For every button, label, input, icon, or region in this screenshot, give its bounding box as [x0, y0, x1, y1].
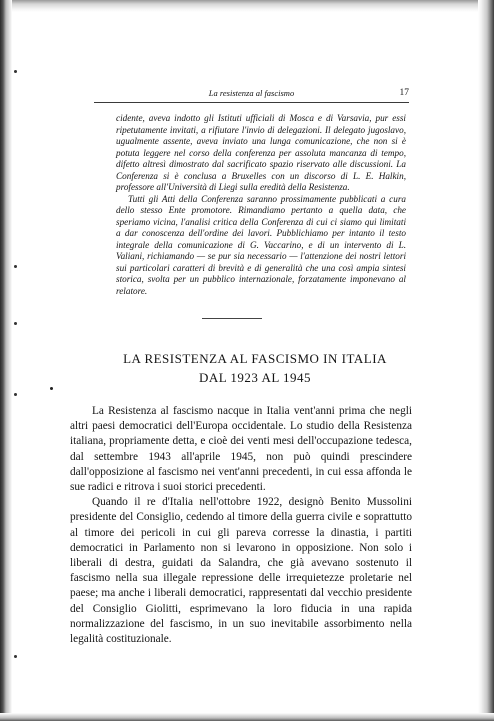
section-heading [70, 349, 440, 387]
italic-paragraph: cidente, aveva indotto gli Istituti ufficiali di Mosca e di Varsavia, pur essi ripetutamente invitati, a rifiutare l'invio di delegazioni. Il delegato jugoslavo, ugualmente assente, aveva inviato una lunga comunicazione, che non si è potuta leggere nel corso della conferenza per assoluta mancanza di tempo, difetto altresì dimostrato dal sacrificato spazio riservato alle discussioni. La Conferenza si è conclusa a Bruxelles con un discorso di L. E. Halkin, professore all'Università di Liegi sulla eredità della Resistenza. [116, 113, 406, 192]
section-divider [202, 318, 262, 319]
scan-edge-right [478, 0, 494, 721]
margin-mark [14, 655, 17, 658]
body-paragraph: Quando il re d'Italia nell'ottobre 1922, designò Benito Mussolini presidente del Consiglio, cedendo al timore della guerra civile e soprattutto al timore dei pericoli in cui gli pareva corresse la dinastia, i partiti democratici in Parlamento non si levarono in opposizione. Non solo i liberali di destra, guidati da Salandra, che già avevano sostenuto il fascismo nella sua illegale repressione delle irrequietezze proletarie nel paese; ma anche i liberali democratici, rappresentati dal vecchio presidente del Consiglio Giolitti, esprimevano la loro fiducia in una rapida normalizzazione del fascismo, in un suo inevitabile assorbimento nella legalità costituzionale. [70, 496, 412, 646]
margin-mark [14, 70, 17, 73]
body-paragraph: La Resistenza al fascismo nacque in Italia vent'anni prima che negli altri paesi democratici dell'Europa occidentale. Lo studio della Resistenza italiana, propriamente detta, e cioè dei venti mesi dell'occupazione tedesca, dal settembre 1943 all'aprile 1945, non può quindi prescindere dall'opposizione al fascismo nei vent'anni precedenti, in cui essa affonda le sue radici e ritrova i suoi storici precedenti. [70, 405, 412, 494]
scan-edge-left [0, 0, 12, 721]
page-number: 17 [399, 88, 409, 98]
conference-report-block [116, 113, 406, 297]
section-heading-line: LA RESISTENZA AL FASCISMO IN ITALIA [123, 351, 387, 366]
margin-dot [50, 387, 53, 390]
italic-paragraph: Tutti gli Atti della Conferenza saranno prossimamente pubblicati a cura dello stesso Ente promotore. Rimandiamo pertanto a quella data, che speriamo vicina, l'analisi critica della Conferenza di cui ci siamo qui limitati a dar conoscenza dell'ordine dei lavori. Pubblichiamo per intanto il testo integrale della comunicazione di G. Vaccarino, e di un intervento di L. Valiani, richiamando — se pur sia necessario — l'attenzione dei nostri lettori sui particolari caratteri di brevità e di generalità che una così ampia sintesi storica, svolta per un pubblico internazionale, forzatamente imponevano al relatore. [116, 193, 406, 296]
header-rule [94, 102, 409, 103]
section-heading-line: DAL 1923 AL 1945 [198, 370, 312, 385]
scan-edge-top [0, 0, 494, 12]
margin-mark [14, 322, 17, 325]
margin-mark [14, 265, 17, 268]
scan-edge-bottom [0, 713, 494, 721]
margin-mark [14, 393, 17, 396]
article-body [70, 404, 412, 647]
running-title: La resistenza al fascismo [208, 88, 295, 98]
